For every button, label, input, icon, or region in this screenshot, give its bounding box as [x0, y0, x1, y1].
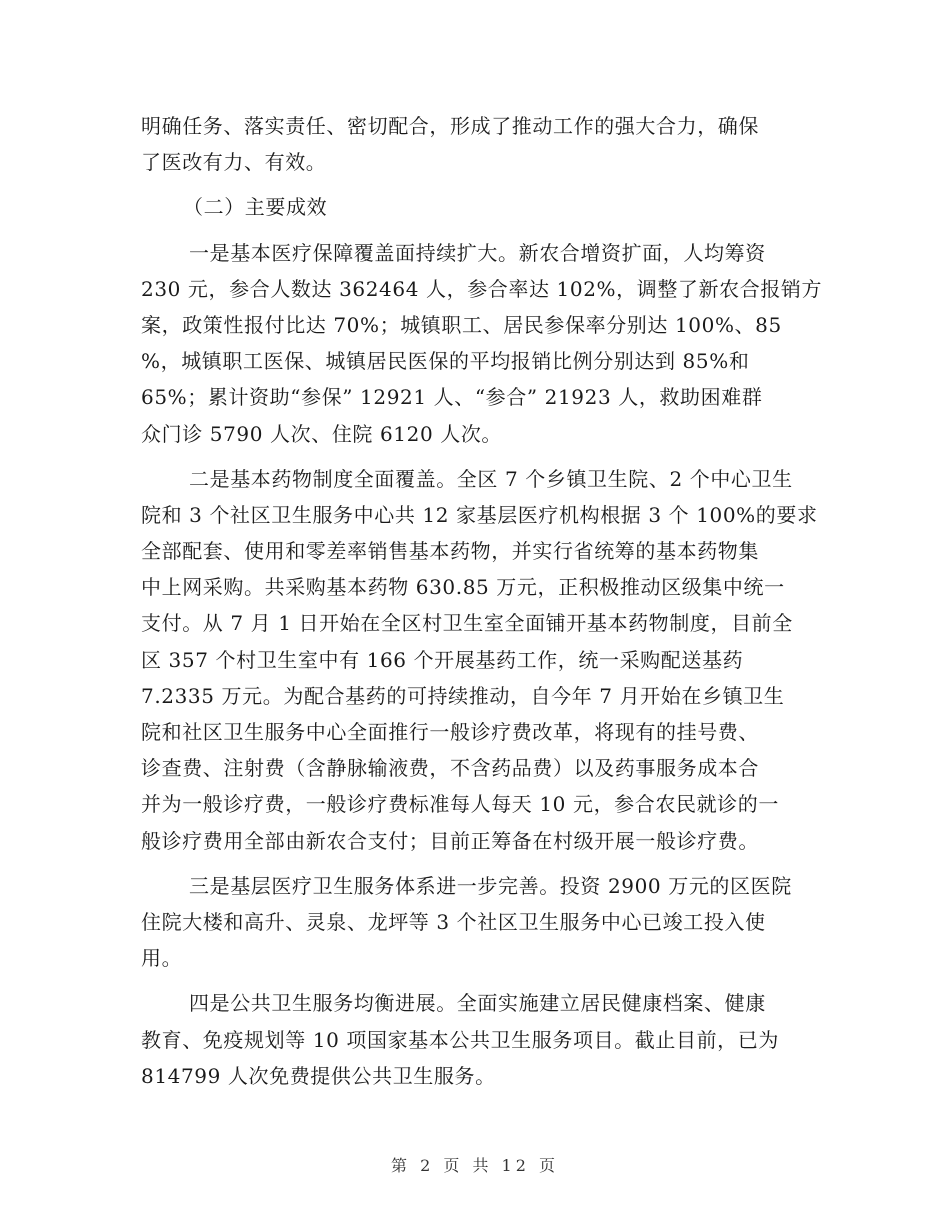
page-footer: 第 2 页 共 12 页 [391, 1156, 559, 1175]
text-line: 案，政策性报付比达 70%；城镇职工、居民参保率分别达 100%、85 [141, 312, 782, 337]
text-line: 区 357 个村卫生室中有 166 个开展基药工作，统一采购配送基药 [141, 647, 744, 672]
text-line: 院和 3 个社区卫生服务中心共 12 家基层医疗机构根据 3 个 100%的要求 [141, 502, 818, 527]
text-line: 院和社区卫生服务中心全面推行一般诊疗费改革，将现有的挂号费、 [141, 720, 759, 744]
text-line: 并为一般诊疗费，一般诊疗费标准每人每天 10 元，参合农民就诊的一 [141, 792, 779, 817]
text-line: 全部配套、使用和零差率销售基本药物，并实行省统筹的基本药物集 [141, 539, 759, 564]
text-line: 支付。从 7 月 1 日开始在全区村卫生室全面铺开基本药物制度，目前全 [141, 611, 793, 636]
text-line: 诊查费、注射费（含静脉输液费，不含药品费）以及药事服务成本合 [141, 756, 759, 781]
text-line: 65%；累计资助“参保” 12921 人、“参合” 21923 人，救助困难群 [141, 385, 763, 410]
text-line: 教育、免疫规划等 10 项国家基本公共卫生服务项目。截止目前，已为 [141, 1027, 779, 1052]
text-line: 用。 [141, 946, 183, 971]
text-line: %，城镇职工医保、城镇居民医保的平均报销比例分别达到 85%和 [141, 349, 750, 374]
text-line: 般诊疗费用全部由新农合支付；目前正筹备在村级开展一般诊疗费。 [141, 828, 759, 853]
text-line: 众门诊 5790 人次、住院 6120 人次。 [141, 421, 503, 446]
section-heading: （二）主要成效 [183, 195, 328, 220]
text-line: 住院大楼和高升、灵泉、龙坪等 3 个社区卫生服务中心已竣工投入使 [141, 909, 766, 934]
text-line: 中上网采购。共采购基本药物 630.85 万元，正积极推动区级集中统一 [141, 575, 785, 600]
document-body [141, 108, 823, 1094]
text-line: 了医改有力、有效。 [141, 150, 327, 175]
paragraph-first-line: 一是基本医疗保障覆盖面持续扩大。新农合增资扩面，人均筹资 [189, 240, 766, 265]
paragraph-first-line: 二是基本药物制度全面覆盖。全区 7 个乡镇卫生院、2 个中心卫生 [189, 466, 793, 491]
text-line: 明确任务、落实责任、密切配合，形成了推动工作的强大合力，确保 [141, 114, 759, 138]
paragraph-first-line: 四是公共卫生服务均衡进展。全面实施建立居民健康档案、健康 [189, 991, 766, 1016]
paragraph-first-line: 三是基层医疗卫生服务体系进一步完善。投资 2900 万元的区医院 [189, 873, 792, 898]
text-line: 814799 人次免费提供公共卫生服务。 [141, 1063, 496, 1088]
text-line: 230 元，参合人数达 362464 人，参合率达 102%，调整了新农合报销方 [141, 276, 823, 301]
text-line: 7.2335 万元。为配合基药的可持续推动，自今年 7 月开始在乡镇卫生 [141, 683, 785, 708]
